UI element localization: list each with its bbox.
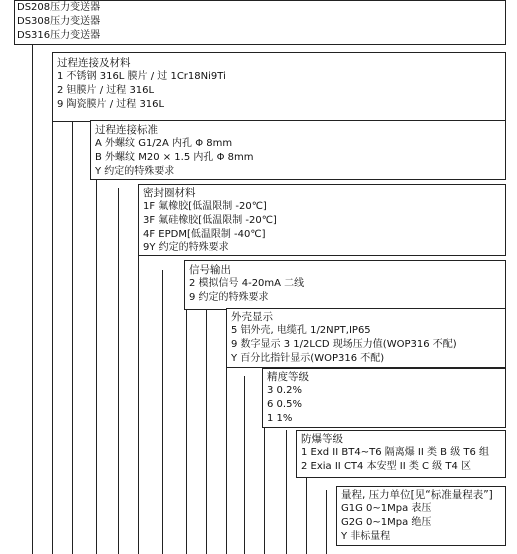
option-item: 1 Exd II BT4~T6 隔离爆 II 类 B 级 T6 组: [301, 447, 490, 458]
section-accuracy-class: [262, 368, 506, 428]
option-item: G1G 0~1Mpa 表压: [341, 503, 432, 514]
option-item: 5 铝外壳, 电缆孔 1/2NPT,IP65: [231, 325, 371, 336]
connector-line-7: [162, 270, 163, 554]
section-title: 精度等级: [267, 371, 309, 383]
connector-line-11: [244, 376, 245, 554]
option-item: 9Y 约定的特殊要求: [143, 242, 229, 253]
section-title: 防爆等级: [301, 433, 343, 445]
option-item: Y 百分比指针显示(WOP316 不配): [231, 353, 385, 364]
connector-line-1: [32, 44, 33, 554]
option-item: B 外螺纹 M20 × 1.5 内孔 Φ 8mm: [95, 152, 254, 163]
model-name-2: DS308压力变送器: [17, 16, 101, 27]
option-item: 6 0.5%: [267, 399, 302, 410]
model-name-1: DS208压力变送器: [17, 2, 101, 13]
option-item: 4F EPDM[低温限制 -40℃]: [143, 229, 266, 240]
option-item: 9 陶瓷膜片 / 过程 316L: [57, 99, 165, 110]
option-item: 3 0.2%: [267, 385, 302, 396]
section-range-unit: [336, 486, 506, 546]
section-housing-display: [226, 308, 506, 368]
option-item: 1F 氟橡胶[低温限制 -20℃]: [143, 201, 267, 212]
section-title: 信号输出: [189, 264, 231, 276]
option-item: 2 模拟信号 4-20mA 二线: [189, 278, 305, 289]
connector-line-13: [286, 430, 287, 554]
model-header-box: [14, 0, 506, 45]
option-item: 3F 氟硅橡胶[低温限制 -20℃]: [143, 215, 277, 226]
section-seal-material: [138, 184, 506, 256]
option-item: 9 约定的特殊要求: [189, 292, 269, 303]
connector-line-14: [306, 474, 307, 554]
option-item: 2 Exia II CT4 本安型 II 类 C 级 T4 区: [301, 461, 471, 472]
connector-line-15: [326, 490, 327, 554]
option-item: 2 钽膜片 / 过程 316L: [57, 85, 155, 96]
connector-line-4: [96, 174, 97, 554]
connector-line-5: [118, 188, 119, 554]
connector-line-2: [52, 106, 53, 554]
connector-line-10: [226, 362, 227, 554]
option-item: Y 约定的特殊要求: [95, 166, 175, 177]
option-item: 1 不锈钢 316L 膜片 / 过 1Cr18Ni9Ti: [57, 71, 226, 82]
section-explosion-proof: [296, 430, 506, 478]
connector-line-8: [186, 294, 187, 554]
connector-line-9: [206, 308, 207, 554]
model-name-3: DS316压力变送器: [17, 30, 101, 41]
section-title: 密封圈材料: [143, 187, 196, 199]
option-item: A 外螺纹 G1/2A 内孔 Φ 8mm: [95, 138, 233, 149]
option-item: Y 非标量程: [341, 531, 391, 542]
section-title: 外壳显示: [231, 311, 273, 323]
section-process-connection-material: [52, 52, 506, 122]
section-signal-output: [184, 260, 506, 310]
section-process-connection-standard: [90, 120, 506, 180]
connector-line-12: [264, 418, 265, 554]
option-item: 1 1%: [267, 413, 293, 424]
option-item: 9 数字显示 3 1/2LCD 现场压力值(WOP316 不配): [231, 339, 457, 350]
section-title: 过程连接及材料: [57, 57, 131, 69]
connector-line-6: [138, 254, 139, 554]
connector-line-3: [72, 120, 73, 554]
option-item: G2G 0~1Mpa 绝压: [341, 517, 432, 528]
section-title: 量程, 压力单位[见“标准量程表”]: [341, 489, 493, 501]
section-title: 过程连接标准: [95, 124, 158, 136]
